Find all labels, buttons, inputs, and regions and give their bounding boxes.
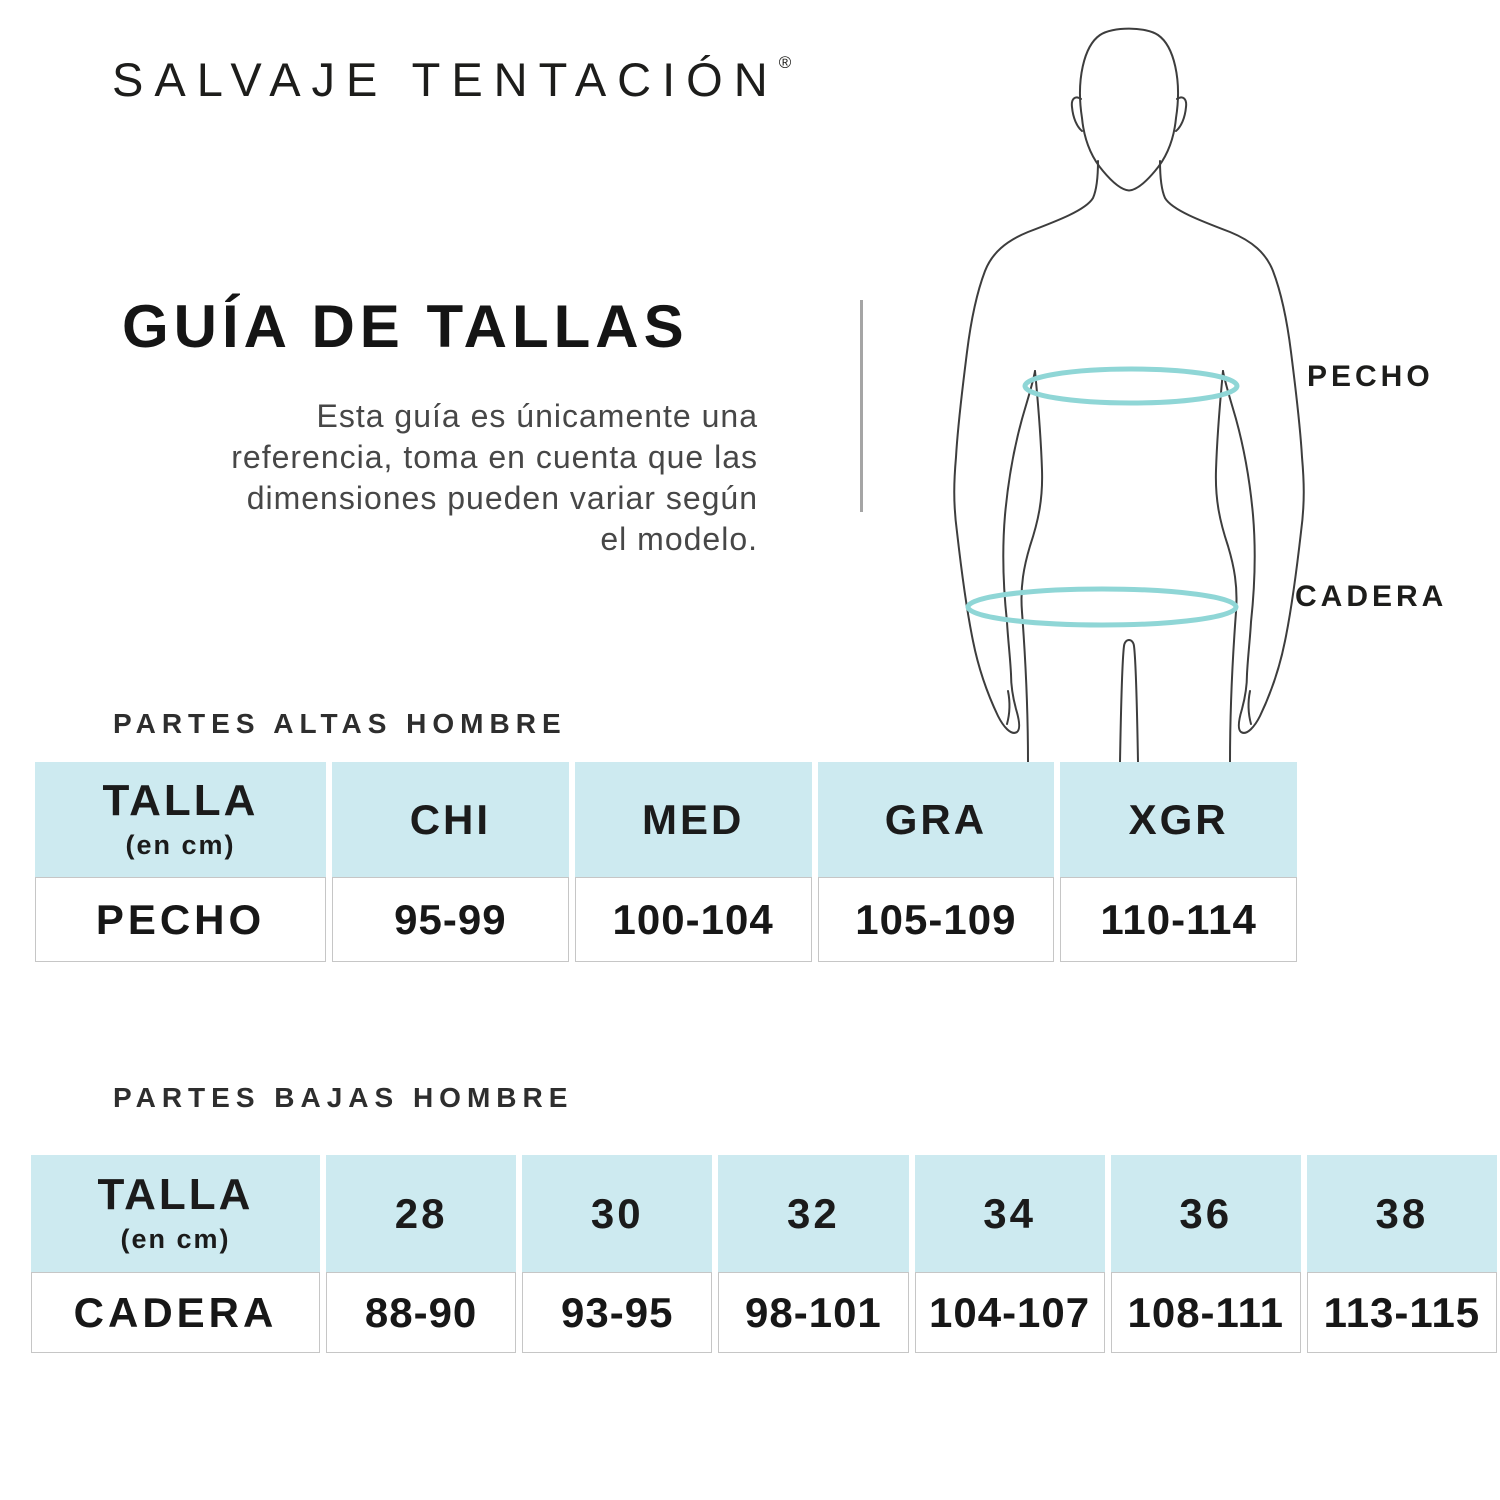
size-label: 30 [590, 1189, 644, 1237]
inner-leg-lines [1120, 640, 1138, 762]
left-arm-outline [954, 161, 1098, 733]
header-cell-size [818, 762, 1055, 877]
brand-logo [112, 52, 791, 107]
hip-measure-line [968, 589, 1236, 625]
chest-label: PECHO [1307, 360, 1434, 393]
row-label-pecho: PECHO [35, 877, 326, 962]
measurement-value: 113-115 [1307, 1272, 1497, 1353]
talla-unit: (en cm) [120, 1223, 231, 1254]
header-cell-size [1111, 1155, 1301, 1272]
header-cell-size [1307, 1155, 1497, 1272]
measurement-value: 93-95 [522, 1272, 712, 1353]
measurement-value: 98-101 [718, 1272, 908, 1353]
measurement-value: 95-99 [332, 877, 569, 962]
brand-name: SALVAJE TENTACIÓN [112, 53, 779, 106]
size-label: GRA [884, 795, 988, 843]
measurement-value: 110-114 [1060, 877, 1297, 962]
header-cell-size [522, 1155, 712, 1272]
left-torso-leg [1021, 371, 1042, 762]
left-hand-finger-line [1007, 691, 1009, 724]
size-table-bottoms [31, 1155, 1497, 1353]
talla-label: TALLA [97, 1169, 254, 1219]
header-cell-size [718, 1155, 908, 1272]
size-label: XGR [1128, 795, 1229, 843]
hip-label: CADERA [1295, 580, 1448, 613]
left-inner-arm [1003, 371, 1035, 674]
measurement-value: 108-111 [1111, 1272, 1301, 1353]
measurement-value: 88-90 [326, 1272, 516, 1353]
size-label: 32 [787, 1189, 840, 1237]
header-cell-size [332, 762, 569, 877]
size-label: MED [641, 795, 745, 843]
talla-label: TALLA [102, 775, 259, 825]
right-torso-leg [1216, 371, 1237, 762]
section-title-partes-bajas: PARTES BAJAS HOMBRE [113, 1082, 574, 1113]
right-hand-finger-line [1249, 691, 1251, 724]
row-label-cadera: CADERA [31, 1272, 320, 1353]
size-table-tops [35, 762, 1297, 962]
intro-line: referencia, toma en cuenta que las [231, 439, 758, 475]
size-label: 28 [394, 1189, 448, 1237]
header-cell-size [915, 1155, 1105, 1272]
header-cell-talla [35, 762, 326, 877]
intro-line: dimensiones pueden variar según [246, 480, 758, 516]
intro-text [88, 396, 758, 560]
male-body-outline-figure [930, 20, 1350, 764]
intro-line: el modelo. [600, 521, 758, 557]
head-outline [1080, 29, 1178, 191]
size-label: 36 [1179, 1189, 1233, 1237]
talla-unit: (en cm) [125, 829, 236, 860]
measurement-value: 100-104 [575, 877, 812, 962]
header-cell-size [575, 762, 812, 877]
section-title-partes-altas: PARTES ALTAS HOMBRE [113, 708, 567, 739]
right-inner-arm [1223, 371, 1255, 674]
body-outline [954, 29, 1304, 762]
chest-measure-line [1025, 369, 1237, 403]
measurement-value: 105-109 [818, 877, 1055, 962]
right-arm-outline [1160, 161, 1304, 733]
header-cell-talla [31, 1155, 320, 1272]
size-label: CHI [409, 795, 492, 843]
header-cell-size [326, 1155, 516, 1272]
page-title: GUÍA DE TALLAS [122, 293, 689, 360]
intro-line: Esta guía es únicamente una [316, 398, 758, 434]
size-label: 34 [983, 1189, 1036, 1237]
measurement-value: 104-107 [915, 1272, 1105, 1353]
header-cell-size [1060, 762, 1297, 877]
vertical-divider [860, 300, 863, 512]
trademark-symbol: ® [778, 53, 792, 72]
size-label: 38 [1375, 1189, 1429, 1237]
